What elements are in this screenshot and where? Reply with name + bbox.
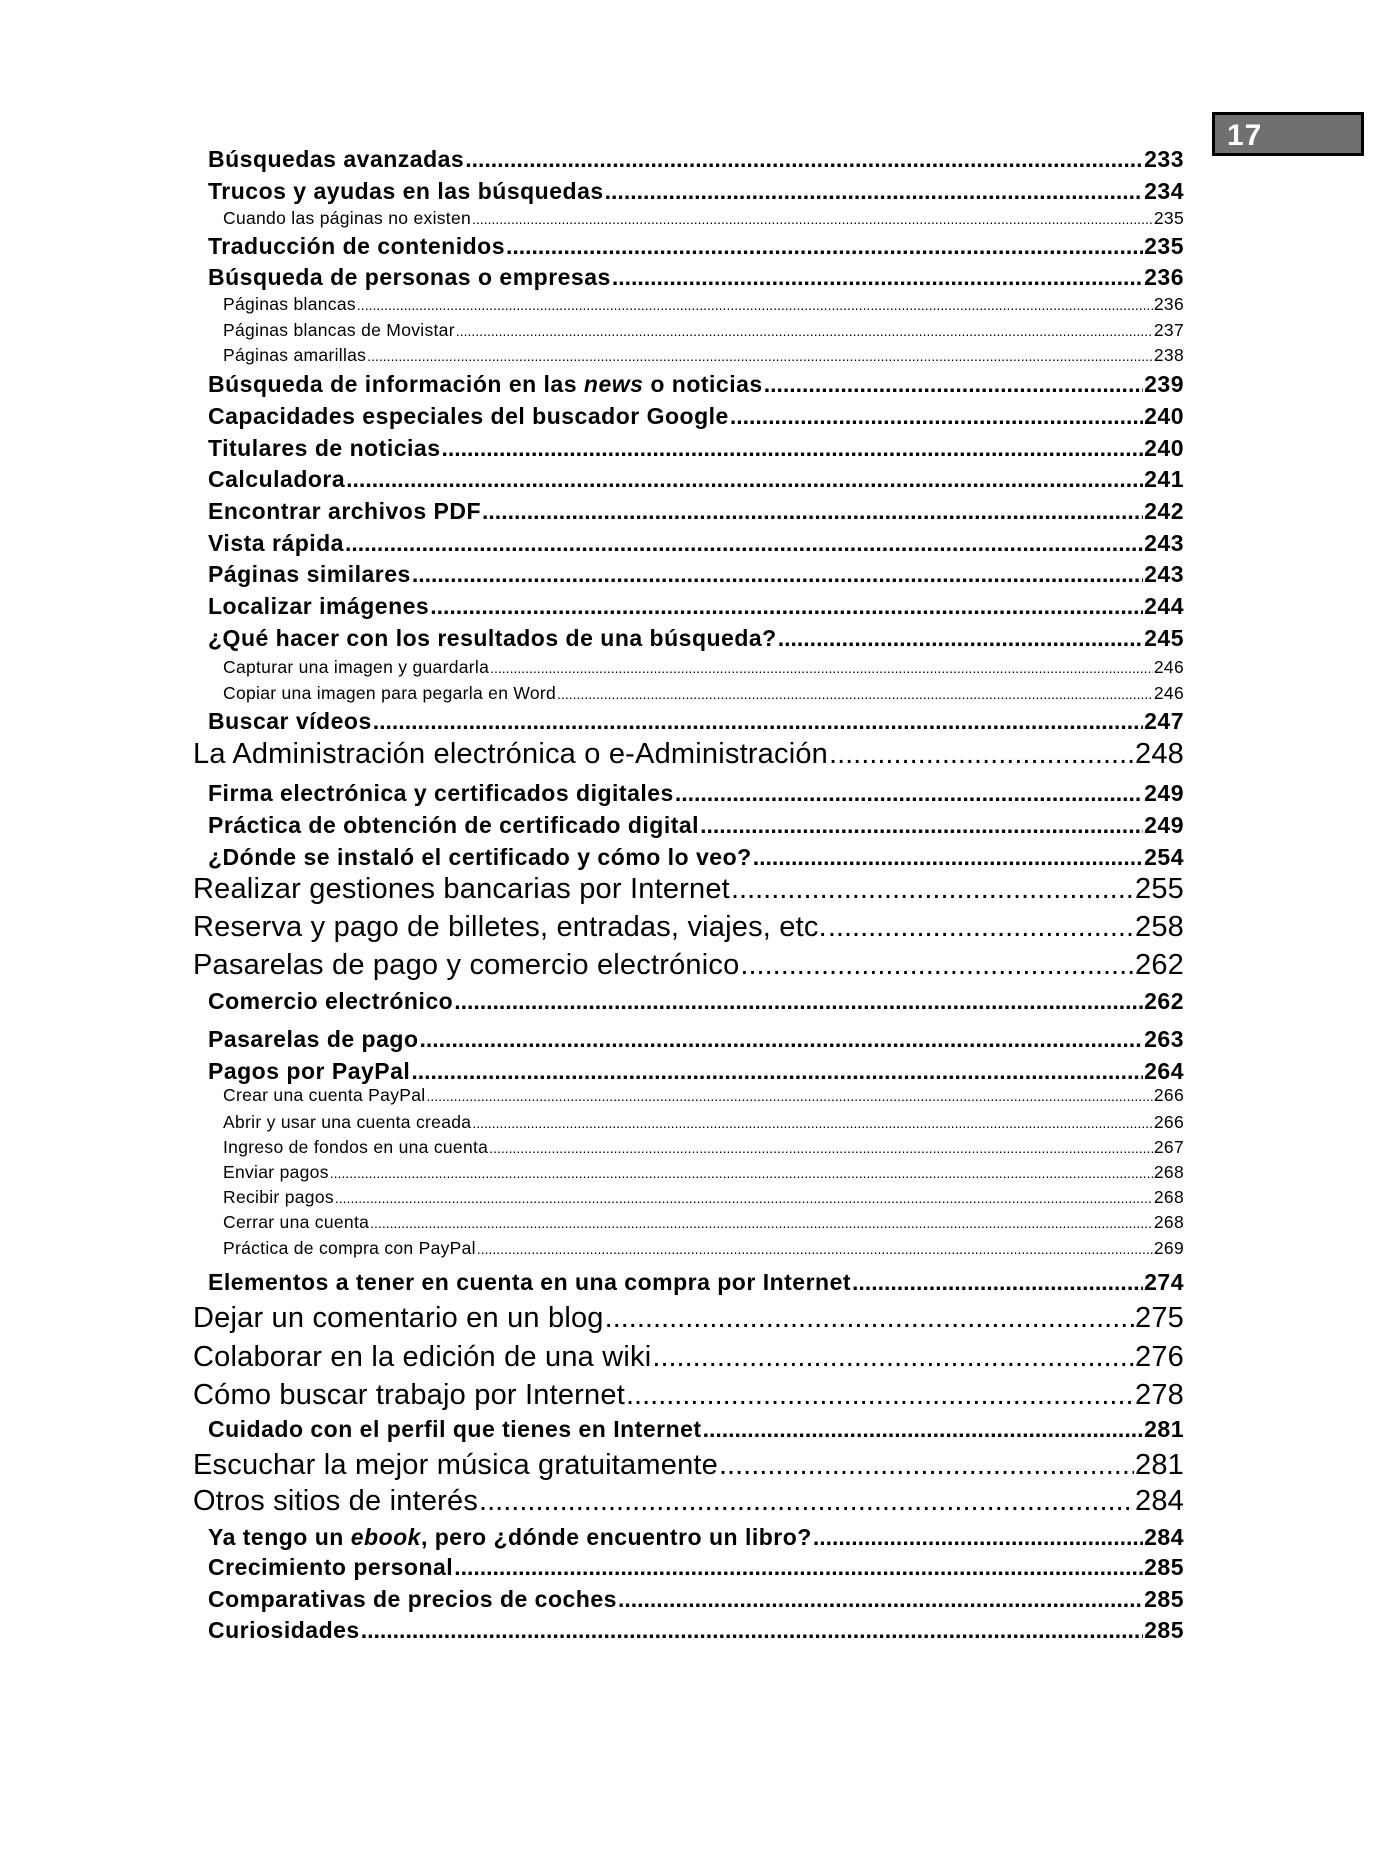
toc-dot-leader	[740, 949, 1134, 982]
toc-entry-page: 240	[1144, 403, 1184, 429]
toc-entry-page: 284	[1144, 1524, 1184, 1550]
toc-entry-page: 281	[1135, 1449, 1184, 1481]
toc-entry-title: Pagos por PayPal	[208, 1058, 411, 1084]
toc-entry-page: 268	[1153, 1162, 1184, 1182]
toc-entry-level-2	[208, 435, 1184, 462]
toc-entry-title-part: , pero ¿dónde encuentro un libro?	[420, 1524, 812, 1550]
toc-entry-title-part: o noticias	[643, 371, 763, 397]
toc-entry-page: 243	[1144, 530, 1184, 556]
toc-dot-leader	[618, 1586, 1143, 1613]
toc-dot-leader	[700, 812, 1143, 839]
toc-entry-page: 262	[1144, 988, 1184, 1014]
toc-entry-page: 249	[1144, 780, 1184, 806]
toc-entry-level-1	[193, 1485, 1184, 1518]
toc-entry-level-2	[208, 780, 1184, 807]
toc-entry-title: Escuchar la mejor música gratuitamente	[193, 1449, 718, 1481]
toc-entry-page: 236	[1153, 294, 1184, 314]
toc-entry-title: Páginas similares	[208, 561, 411, 587]
toc-dot-leader	[490, 660, 1153, 676]
toc-dot-leader	[367, 348, 1153, 364]
toc-dot-leader	[828, 911, 1134, 944]
toc-entry-page: 266	[1153, 1112, 1184, 1132]
toc-entry-page: 234	[1144, 178, 1184, 204]
toc-entry-title: Curiosidades	[208, 1617, 360, 1643]
toc-entry-page: 281	[1144, 1416, 1184, 1442]
toc-dot-leader	[465, 146, 1143, 173]
toc-entry-title: Ingreso de fondos en una cuenta	[223, 1137, 489, 1157]
toc-entry-title: Trucos y ayudas en las búsquedas	[208, 178, 604, 204]
toc-entry-level-2	[208, 146, 1184, 173]
toc-entry-level-2	[208, 988, 1184, 1015]
toc-entry-level-1	[193, 1302, 1184, 1335]
toc-entry-title: Otros sitios de interés	[193, 1485, 479, 1517]
toc-entry-page: 285	[1144, 1617, 1184, 1643]
toc-entry-level-2	[208, 178, 1184, 205]
toc-entry-level-1	[193, 738, 1184, 771]
toc-dot-leader	[489, 1140, 1153, 1156]
toc-entry-title: Abrir y usar una cuenta creada	[223, 1112, 472, 1132]
toc-entry-title: Comparativas de precios de coches	[208, 1586, 617, 1612]
toc-dot-leader	[605, 178, 1143, 205]
toc-dot-leader	[346, 466, 1143, 493]
toc-dot-leader	[426, 1088, 1152, 1104]
toc-dot-leader	[420, 1026, 1144, 1053]
toc-entry-page: 248	[1135, 738, 1184, 770]
toc-entry-title: Copiar una imagen para pegarla en Word	[223, 683, 557, 703]
toc-dot-leader	[612, 264, 1143, 291]
toc-entry-page: 269	[1153, 1238, 1184, 1258]
toc-entry-title: Cerrar una cuenta	[223, 1212, 370, 1232]
toc-dot-leader	[506, 233, 1143, 260]
toc-dot-leader	[330, 1165, 1153, 1181]
toc-entry-title: Capacidades especiales del buscador Google	[208, 403, 729, 429]
toc-entry-page: 254	[1144, 844, 1184, 870]
toc-entry-level-2	[208, 1617, 1184, 1644]
toc-dot-leader	[829, 738, 1134, 771]
toc-dot-leader	[345, 530, 1143, 557]
toc-entry-page: 240	[1144, 435, 1184, 461]
toc-dot-leader	[482, 498, 1143, 525]
toc-entry-page: 263	[1144, 1026, 1184, 1052]
toc-entry-page: 233	[1144, 146, 1184, 172]
toc-entry-page: 275	[1135, 1302, 1184, 1334]
toc-entry-title: Firma electrónica y certificados digitales	[208, 780, 674, 806]
toc-entry-page: 246	[1153, 683, 1184, 703]
toc-dot-leader	[675, 780, 1143, 807]
toc-entry-level-1	[193, 949, 1184, 982]
toc-entry-level-2	[208, 1026, 1184, 1053]
toc-entry-page: 268	[1153, 1187, 1184, 1207]
toc-entry-page: 243	[1144, 561, 1184, 587]
toc-entry-title: Comercio electrónico	[208, 988, 454, 1014]
toc-entry-page: 242	[1144, 498, 1184, 524]
toc-entry-level-2	[208, 1524, 1184, 1551]
toc-entry-title: Vista rápida	[208, 530, 344, 556]
toc-entry-page: 244	[1144, 593, 1184, 619]
toc-entry-title: Capturar una imagen y guardarla	[223, 657, 490, 677]
toc-entry-title: Realizar gestiones bancarias por Internet	[193, 873, 730, 905]
toc-dot-leader	[479, 1485, 1134, 1518]
toc-dot-leader	[454, 988, 1143, 1015]
toc-entry-level-3	[223, 345, 1184, 366]
toc-entry-level-3	[223, 1212, 1184, 1233]
toc-entry-title: Páginas blancas	[223, 294, 356, 314]
toc-dot-leader	[626, 1379, 1134, 1412]
toc-dot-leader	[441, 435, 1143, 462]
toc-entry-page: 238	[1153, 345, 1184, 365]
toc-entry-page: 274	[1144, 1269, 1184, 1295]
toc-entry-title: Práctica de compra con PayPal	[223, 1238, 476, 1258]
toc-entry-level-3	[223, 657, 1184, 678]
toc-entry-title: Colaborar en la edición de una wiki	[193, 1341, 652, 1373]
toc-dot-leader	[361, 1617, 1143, 1644]
toc-entry-page: 249	[1144, 812, 1184, 838]
toc-dot-leader	[557, 686, 1153, 702]
toc-entry-page: 245	[1144, 625, 1184, 651]
toc-entry-level-3	[223, 294, 1184, 315]
toc-dot-leader	[456, 323, 1153, 339]
toc-entry-title: Cuando las páginas no existen	[223, 208, 472, 228]
toc-entry-title: Práctica de obtención de certificado digital	[208, 812, 700, 838]
toc-entry-page: 285	[1144, 1554, 1184, 1580]
toc-entry-level-2	[208, 1416, 1184, 1443]
toc-entry-title: Titulares de noticias	[208, 435, 441, 461]
toc-entry-level-2	[208, 1269, 1184, 1296]
toc-entry-page: 262	[1135, 949, 1184, 981]
toc-dot-leader	[813, 1524, 1143, 1551]
toc-entry-level-1	[193, 873, 1184, 906]
toc-dot-leader	[778, 625, 1143, 652]
toc-entry-page: 246	[1153, 657, 1184, 677]
toc-entry-level-3	[223, 1137, 1184, 1158]
toc-entry-level-2	[208, 264, 1184, 291]
toc-entry-page: 237	[1153, 320, 1184, 340]
toc-dot-leader	[335, 1190, 1153, 1206]
toc-entry-title: Páginas amarillas	[223, 345, 367, 365]
page-number-tab	[1212, 112, 1364, 156]
toc-dot-leader	[430, 593, 1143, 620]
toc-entry-level-3	[223, 1085, 1184, 1106]
toc-entry-level-2	[208, 233, 1184, 260]
toc-dot-leader	[703, 1416, 1144, 1443]
toc-entry-title: Recibir pagos	[223, 1187, 334, 1207]
toc-entry-title: Traducción de contenidos	[208, 233, 505, 259]
toc-entry-level-2	[208, 1058, 1184, 1085]
toc-entry-page: 241	[1144, 466, 1184, 492]
toc-entry-title: Reserva y pago de billetes, entradas, viajes, etc.	[193, 911, 827, 943]
toc-entry-level-2	[208, 708, 1184, 735]
toc-entry-title: Cómo buscar trabajo por Internet	[193, 1379, 625, 1411]
toc-entry-level-2	[208, 1586, 1184, 1613]
toc-entry-title: La Administración electrónica o e-Administración	[193, 738, 829, 770]
toc-entry-level-1	[193, 1449, 1184, 1482]
toc-dot-leader	[852, 1269, 1143, 1296]
toc-dot-leader	[454, 1554, 1143, 1581]
toc-entry-level-1	[193, 911, 1184, 944]
toc-entry-level-2	[208, 403, 1184, 430]
toc-dot-leader	[357, 297, 1153, 313]
toc-entry-page: 235	[1153, 208, 1184, 228]
toc-entry-page: 247	[1144, 708, 1184, 734]
toc-entry-title-part: Ya tengo un	[208, 1524, 351, 1550]
toc-entry-title-emphasis: news	[583, 371, 644, 397]
toc-entry-page: 239	[1144, 371, 1184, 397]
toc-entry-page: 285	[1144, 1586, 1184, 1612]
toc-entry-level-2	[208, 625, 1184, 652]
toc-dot-leader	[373, 708, 1143, 735]
toc-entry-title	[208, 371, 763, 398]
toc-entry-level-2	[208, 371, 1184, 398]
toc-entry-level-3	[223, 208, 1184, 229]
toc-dot-leader	[605, 1302, 1134, 1335]
toc-dot-leader	[411, 1058, 1143, 1085]
toc-entry-page: 236	[1144, 264, 1184, 290]
toc-entry-title: Búsqueda de personas o empresas	[208, 264, 611, 290]
toc-entry-title: Búsquedas avanzadas	[208, 146, 465, 172]
toc-entry-title: Encontrar archivos PDF	[208, 498, 482, 524]
toc-entry-level-1	[193, 1341, 1184, 1374]
toc-entry-page: 276	[1135, 1341, 1184, 1373]
toc-entry-title-part: Búsqueda de información en las	[208, 371, 584, 397]
toc-entry-title: ¿Dónde se instaló el certificado y cómo lo veo?	[208, 844, 752, 870]
toc-entry-title: Pasarelas de pago	[208, 1026, 419, 1052]
toc-entry-level-2	[208, 812, 1184, 839]
toc-dot-leader	[477, 1241, 1153, 1257]
toc-entry-level-2	[208, 498, 1184, 525]
toc-entry-page: 255	[1135, 873, 1184, 905]
toc-entry-level-2	[208, 593, 1184, 620]
toc-entry-title: ¿Qué hacer con los resultados de una búsqueda?	[208, 625, 777, 651]
toc-entry-title: Páginas blancas de Movistar	[223, 320, 455, 340]
toc-entry-title: Cuidado con el perfil que tienes en Internet	[208, 1416, 702, 1442]
toc-dot-leader	[719, 1449, 1134, 1482]
toc-entry-title: Localizar imágenes	[208, 593, 430, 619]
toc-entry-page: 264	[1144, 1058, 1184, 1084]
toc-entry-level-3	[223, 1162, 1184, 1183]
toc-entry-title: Dejar un comentario en un blog	[193, 1302, 604, 1334]
page-number: 17	[1227, 119, 1263, 152]
toc-entry-level-3	[223, 1238, 1184, 1259]
toc-dot-leader	[764, 371, 1143, 398]
toc-dot-leader	[731, 873, 1134, 906]
toc-entry-title: Pasarelas de pago y comercio electrónico	[193, 949, 740, 981]
toc-entry-title: Enviar pagos	[223, 1162, 329, 1182]
toc-dot-leader	[370, 1215, 1153, 1231]
toc-dot-leader	[412, 561, 1143, 588]
toc-entry-level-3	[223, 1112, 1184, 1133]
toc-entry-level-2	[208, 530, 1184, 557]
toc-entry-title: Crecimiento personal	[208, 1554, 454, 1580]
toc-entry-page: 258	[1135, 911, 1184, 943]
toc-entry-level-2	[208, 1554, 1184, 1581]
toc-dot-leader	[472, 1115, 1153, 1131]
toc-entry-page: 278	[1135, 1379, 1184, 1411]
toc-dot-leader	[652, 1341, 1134, 1374]
toc-entry-level-3	[223, 320, 1184, 341]
toc-entry-title: Calculadora	[208, 466, 346, 492]
toc-dot-leader	[753, 844, 1143, 871]
toc-entry-page: 266	[1153, 1085, 1184, 1105]
toc-entry-page: 267	[1153, 1137, 1184, 1157]
toc-entry-title: Buscar vídeos	[208, 708, 372, 734]
toc-entry-title: Elementos a tener en cuenta en una compra por Internet	[208, 1269, 852, 1295]
toc-entry-level-1	[193, 1379, 1184, 1412]
toc-entry-level-2	[208, 561, 1184, 588]
toc-entry-title: Crear una cuenta PayPal	[223, 1085, 426, 1105]
toc-entry-page: 268	[1153, 1212, 1184, 1232]
toc-dot-leader	[730, 403, 1143, 430]
toc-entry-title	[208, 1524, 812, 1551]
toc-entry-level-2	[208, 844, 1184, 871]
toc-entry-level-3	[223, 683, 1184, 704]
toc-dot-leader	[472, 211, 1153, 227]
toc-entry-title-emphasis: ebook	[350, 1524, 421, 1550]
toc-entry-page: 284	[1135, 1485, 1184, 1517]
toc-entry-level-3	[223, 1187, 1184, 1208]
toc-entry-level-2	[208, 466, 1184, 493]
toc-entry-page: 235	[1144, 233, 1184, 259]
